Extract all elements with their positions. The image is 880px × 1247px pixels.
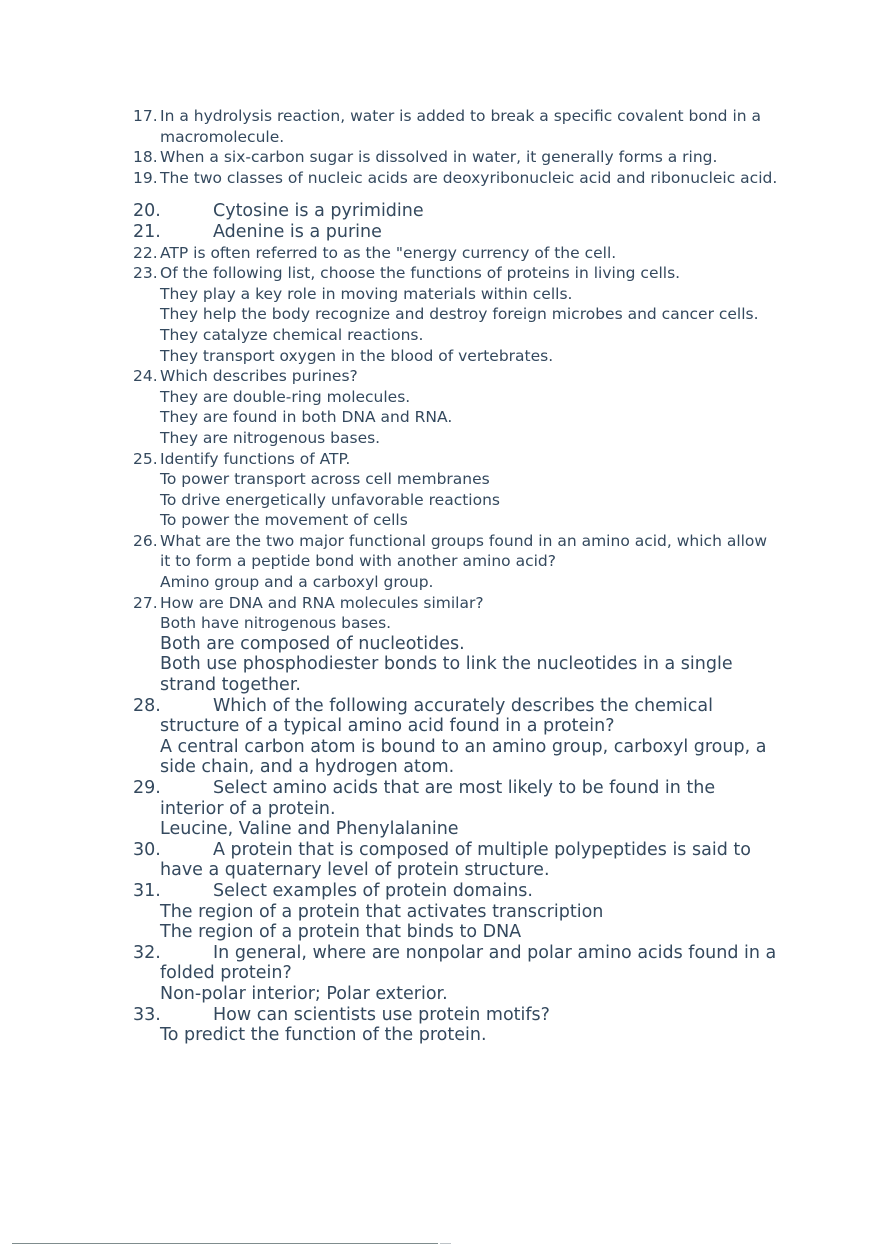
item-number: 26. <box>133 531 158 550</box>
item-19 <box>0 168 880 189</box>
item-29 <box>0 778 880 840</box>
item-number: 22. <box>133 243 158 262</box>
item-21 <box>0 222 880 243</box>
item-text: When a six-carbon sugar is dissolved in water, it generally forms a ring. <box>160 148 718 167</box>
item-number: 31. <box>133 880 161 901</box>
answer-line: To power transport across cell membranes <box>160 470 490 489</box>
item-text: Which describes purines? <box>160 367 358 386</box>
item-20 <box>0 201 880 222</box>
answer-line: The region of a protein that binds to DNA <box>160 922 522 943</box>
item-text: Select amino acids that are most likely to be found in the interior of a protein. <box>160 778 716 819</box>
item-number: 21. <box>133 221 161 242</box>
item-25 <box>0 449 880 531</box>
item-text: ATP is often referred to as the "energy currency of the cell. <box>160 243 617 262</box>
answer-line: Non-polar interior; Polar exterior. <box>160 983 448 1004</box>
answer-line: The region of a protein that activates transcription <box>160 901 604 922</box>
item-26 <box>0 531 880 593</box>
spacer <box>0 188 880 201</box>
answer-line: To drive energetically unfavorable reactions <box>160 490 500 509</box>
answer-line: To predict the function of the protein. <box>160 1025 487 1046</box>
item-22 <box>0 243 880 264</box>
item-number: 24. <box>133 367 158 386</box>
answer-line: They catalyze chemical reactions. <box>160 325 424 344</box>
item-number: 19. <box>133 168 158 187</box>
answer-line: They transport oxygen in the blood of vertebrates. <box>160 346 554 365</box>
item-number: 29. <box>133 778 161 798</box>
item-33 <box>0 1005 880 1046</box>
item-text: In general, where are nonpolar and polar amino acids found in a folded protein? <box>160 942 777 984</box>
item-text: Select examples of protein domains. <box>213 880 533 901</box>
answer-line: Both are composed of nucleotides. <box>160 633 465 654</box>
footnote-divider-tick <box>440 1243 451 1244</box>
item-text: Adenine is a purine <box>213 221 382 242</box>
answer-line: To power the movement of cells <box>160 511 408 530</box>
item-number: 17. <box>133 107 158 125</box>
item-number: 18. <box>133 148 158 167</box>
item-31 <box>0 881 880 943</box>
answer-line: Both use phosphodiester bonds to link the nucleotides in a single strand together. <box>160 654 733 696</box>
item-text: How can scientists use protein motifs? <box>213 1004 550 1025</box>
answer-line: Leucine, Valine and Phenylalanine <box>160 819 459 840</box>
answer-line: They help the body recognize and destroy foreign microbes and cancer cells. <box>160 305 759 324</box>
item-number: 33. <box>133 1004 161 1025</box>
answer-line: They are nitrogenous bases. <box>160 428 381 447</box>
item-text: What are the two major functional groups found in an amino acid, which allow it to form a peptide bond with another amino acid? <box>160 531 768 571</box>
item-18 <box>0 147 880 168</box>
answer-line: Both have nitrogenous bases. <box>160 614 392 633</box>
answer-line: Amino group and a carboxyl group. <box>160 573 434 592</box>
item-23 <box>0 263 880 366</box>
item-text: Of the following list, choose the functions of proteins in living cells. <box>160 264 681 283</box>
item-number: 20. <box>133 201 161 222</box>
item-28 <box>0 696 880 778</box>
item-text: In a hydrolysis reaction, water is added to break a specific covalent bond in a macromolecule. <box>160 107 761 146</box>
item-number: 25. <box>133 449 158 468</box>
answer-line: They are found in both DNA and RNA. <box>160 408 453 427</box>
item-number: 28. <box>133 695 161 716</box>
item-text: Which of the following accurately describes the chemical structure of a typical amino acid found in a protein? <box>160 695 713 737</box>
document-body <box>0 106 880 1046</box>
item-number: 32. <box>133 942 161 963</box>
item-text: Identify functions of ATP. <box>160 449 351 468</box>
item-number: 27. <box>133 593 158 612</box>
item-24 <box>0 366 880 448</box>
item-32 <box>0 943 880 1005</box>
item-text: A protein that is composed of multiple polypeptides is said to have a quaternary level of protein structure. <box>160 839 751 881</box>
footnote-divider <box>12 1243 438 1244</box>
answer-line: A central carbon atom is bound to an amino group, carboxyl group, a side chain, and a hydrogen atom. <box>160 736 767 778</box>
item-30 <box>0 840 880 881</box>
item-number: 23. <box>133 264 158 283</box>
item-text: Cytosine is a pyrimidine <box>213 201 424 222</box>
answer-line: They are double-ring molecules. <box>160 387 411 406</box>
item-17 <box>0 106 880 147</box>
item-text: The two classes of nucleic acids are deoxyribonucleic acid and ribonucleic acid. <box>160 168 778 187</box>
item-number: 30. <box>133 839 161 860</box>
item-27 <box>0 593 880 696</box>
item-text: How are DNA and RNA molecules similar? <box>160 593 484 612</box>
answer-line: They play a key role in moving materials within cells. <box>160 284 573 303</box>
